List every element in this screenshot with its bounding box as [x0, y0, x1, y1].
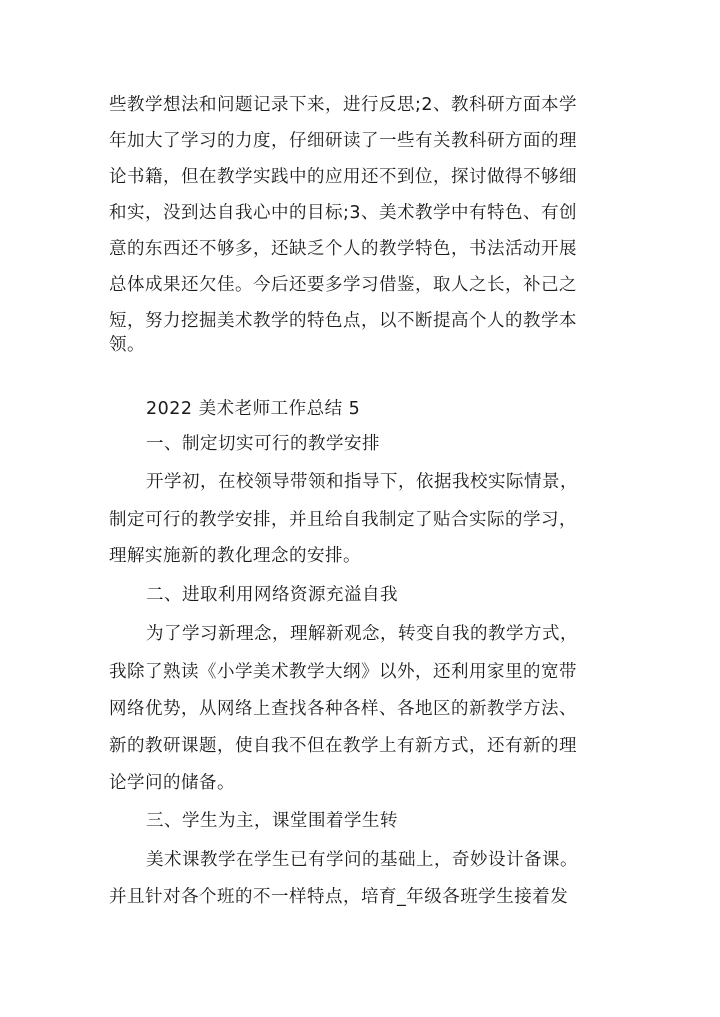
- paragraph-line: 理解实施新的教化理念的安排。: [109, 546, 361, 566]
- paragraph-line: 制定可行的教学安排，并且给自我制定了贴合实际的学习，: [109, 510, 577, 530]
- section-heading: 一、制定切实可行的教学安排: [146, 434, 380, 454]
- paragraph-line: 新的教研课题，使自我不但在教学上有新方式，还有新的理: [109, 736, 577, 756]
- paragraph-line: 论学问的储备。: [109, 773, 235, 793]
- paragraph-line: 网络优势，从网络上查找各种各样、各地区的新教学方法、: [109, 699, 577, 719]
- paragraph-line: 领。: [109, 335, 145, 355]
- paragraph-line: 和实，没到达自我心中的目标;3、美术教学中有特色、有创: [109, 203, 578, 223]
- paragraph-line: 为了学习新理念，理解新观念，转变自我的教学方式，: [146, 624, 578, 644]
- section-heading: 二、进取利用网络资源充溢自我: [146, 585, 398, 605]
- paragraph-line: 开学初，在校领导带领和指导下，依据我校实际情景，: [146, 472, 578, 492]
- paragraph-line: 年加大了学习的力度，仔细研读了一些有关教科研方面的理: [109, 131, 577, 151]
- section-heading: 三、学生为主，课堂围着学生转: [146, 811, 398, 831]
- paragraph-line: 我除了熟读《小学美术教学大纲》以外，还利用家里的宽带: [109, 662, 577, 682]
- paragraph-line: 美术课教学在学生已有学问的基础上，奇妙设计备课。: [146, 850, 578, 870]
- section-title: 2022 美术老师工作总结 5: [146, 399, 361, 419]
- paragraph-line: 论书籍，但在教学实践中的应用还不到位，探讨做得不够细: [109, 167, 577, 187]
- paragraph-line: 意的东西还不够多，还缺乏个人的教学特色，书法活动开展: [109, 239, 577, 259]
- paragraph-line: 些教学想法和问题记录下来，进行反思;2、教科研方面本学: [109, 95, 578, 115]
- paragraph-line: 总体成果还欠佳。今后还要多学习借鉴，取人之长，补己之: [109, 275, 577, 295]
- paragraph-line: 短，努力挖掘美术教学的特色点，以不断提高个人的教学本: [109, 311, 577, 331]
- paragraph-line: 并且针对各个班的不一样特点，培育_年级各班学生接着发: [109, 887, 569, 907]
